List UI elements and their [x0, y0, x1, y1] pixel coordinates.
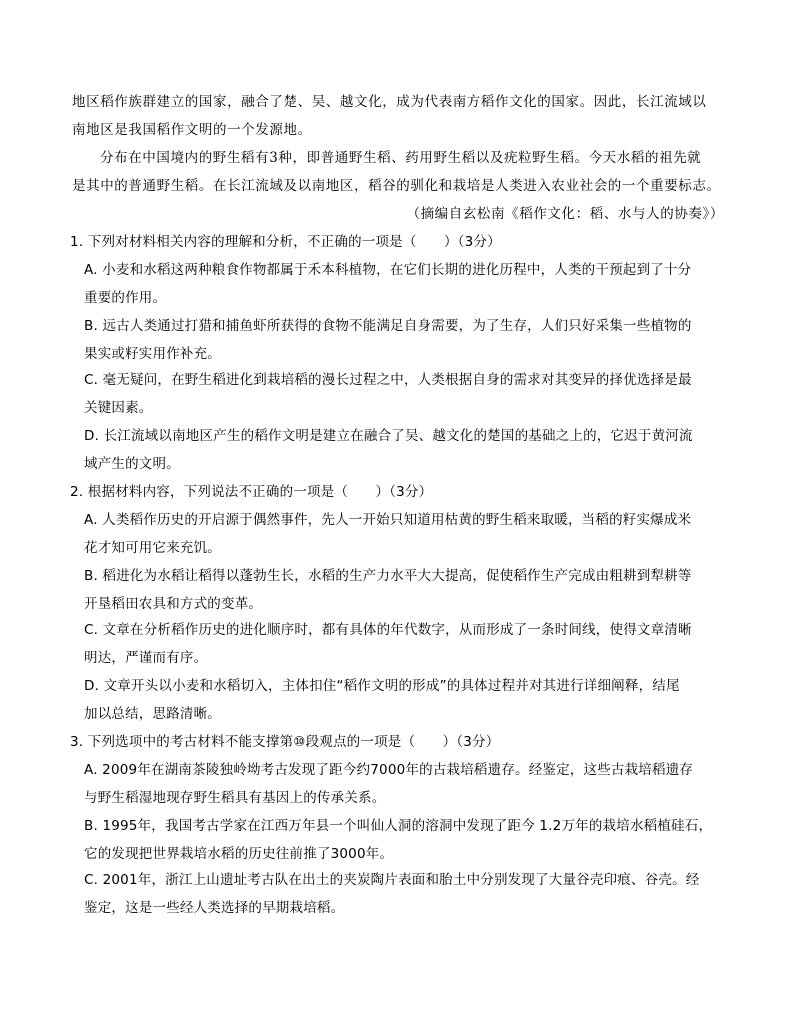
passage-line-1: 地区稻作族群建立的国家，融合了楚、吴、越文化，成为代表南方稻作文化的国家。因此，长江流域以	[72, 94, 707, 110]
passage-line-4: 是其中的普通野生稻。在长江流域及以南地区，稻谷的驯化和栽培是人类进入农业社会的一个重要标志。	[72, 178, 721, 194]
q1-option-d-line-1: D. 长江流域以南地区产生的稻作文明是建立在融合了吴、越文化的楚国的基础之上的，它迟于黄河流	[84, 428, 693, 444]
question-3-stem: 3. 下列选项中的考古材料不能支撑第⑩段观点的一项是（ ）（3分）	[70, 734, 500, 750]
q2-option-d-line-1: D. 文章开头以小麦和水稻切入，主体扣住“稻作文明的形成”的具体过程并对其进行详细阐释，结尾	[84, 678, 680, 694]
q2-option-b-line-1: B. 稻进化为水稻让稻得以蓬勃生长，水稻的生产力水平大大提高，促使稻作生产完成由粗耕到犁耕等	[84, 568, 692, 584]
q3-option-b-line-2: 它的发现把世界栽培水稻的历史往前推了3000年。	[84, 846, 394, 862]
q2-option-a-line-2: 花才知可用它来充饥。	[84, 540, 221, 556]
q3-option-a-line-1: A. 2009年在湖南茶陵独岭坳考古发现了距今约7000年的古栽培稻遗存。经鉴定，这些古栽培稻遗存	[84, 762, 694, 778]
passage-source: （摘编自玄松南《稻作文化：稻、水与人的协奏》）	[406, 206, 724, 222]
q3-option-a-line-2: 与野生稻湿地现存野生稻具有基因上的传承关系。	[84, 790, 386, 806]
q1-option-d-line-2: 域产生的文明。	[84, 456, 180, 472]
q1-option-a-line-1: A. 小麦和水稻这两种粮食作物都属于禾本科植物，在它们长期的进化历程中，人类的干预起到了十分	[84, 262, 692, 278]
q3-option-c-line-2: 鉴定，这是一些经人类选择的早期栽培稻。	[84, 900, 345, 916]
q2-option-a-line-1: A. 人类稻作历史的开启源于偶然事件，先人一开始只知道用枯黄的野生稻来取暖，当稻的籽实爆成米	[84, 512, 692, 528]
q1-option-b-line-2: 果实或籽实用作补充。	[84, 346, 221, 362]
question-1-stem: 1. 下列对材料相关内容的理解和分析，不正确的一项是（ ）（3分）	[70, 234, 501, 250]
passage-line-2: 南地区是我国稻作文明的一个发源地。	[72, 122, 312, 138]
passage-line-3: 分布在中国境内的野生稻有3种，即普通野生稻、药用野生稻以及疣粒野生稻。今天水稻的祖先就	[100, 150, 702, 166]
q1-option-c-line-2: 关键因素。	[84, 400, 153, 416]
q3-option-b-line-1: B. 1995年，我国考古学家在江西万年县一个叫仙人洞的溶洞中发现了距今 1.2万年的栽培水稻植硅石，	[84, 818, 713, 834]
q1-option-b-line-1: B. 远古人类通过打猎和捕鱼虾所获得的食物不能满足自身需要，为了生存，人们只好采集一些植物的	[84, 318, 692, 334]
q1-option-c-line-1: C. 毫无疑问，在野生稻进化到栽培稻的漫长过程之中，人类根据自身的需求对其变异的择优选择是最	[84, 372, 692, 388]
q2-option-d-line-2: 加以总结，思路清晰。	[84, 706, 221, 722]
q3-option-c-line-1: C. 2001年，浙江上山遗址考古队在出土的夹炭陶片表面和胎土中分别发现了大量谷壳印痕、谷壳。经	[84, 872, 700, 888]
q2-option-b-line-2: 开垦稻田农具和方式的变革。	[84, 596, 263, 612]
q2-option-c-line-1: C. 文章在分析稻作历史的进化顺序时，都有具体的年代数字，从而形成了一条时间线，使得文章清晰	[84, 622, 692, 638]
q1-option-a-line-2: 重要的作用。	[84, 290, 167, 306]
question-2-stem: 2. 根据材料内容，下列说法不正确的一项是（ ）（3分）	[70, 484, 433, 500]
q2-option-c-line-2: 明达，严谨而有序。	[84, 650, 208, 666]
